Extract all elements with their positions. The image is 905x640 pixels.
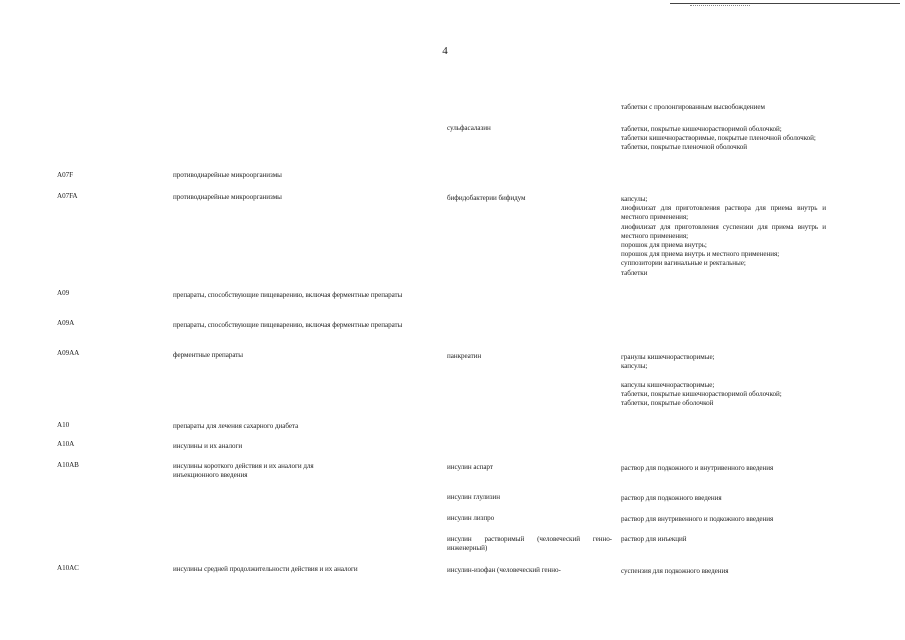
- page-number: 4: [442, 45, 448, 57]
- table-row-7-group: препараты для лечения сахарного диабета: [173, 422, 299, 430]
- table-row-3-drug: бифидобактерии бифидум: [447, 194, 526, 202]
- table-row-12-drug: инсулин растворимый (человеческий генно-инженерный): [447, 535, 612, 553]
- table-row-5-group: препараты, способствующие пищеварению, включая ферментные препараты: [173, 321, 403, 329]
- table-row-6-forms: гранулы кишечнорастворимые; капсулы; капсулы кишечнорастворимые; таблетки, покрытые кишечнорастворимой оболочкой; таблетки, покрытые оболочкой: [621, 353, 782, 408]
- table-row-3-code: A07FA: [57, 192, 78, 200]
- table-row-13-code: A10AC: [57, 564, 79, 572]
- table-row-10-forms: раствор для подкожного введения: [621, 494, 722, 502]
- page-top-rule: [670, 3, 900, 4]
- table-row-6-drug: панкреатин: [447, 352, 482, 360]
- table-row-1-forms: таблетки, покрытые кишечнорастворимой оболочкой; таблетки кишечнорастворимые, покрытые пленочной оболочкой; таблетки, покрытые пленочной оболочкой: [621, 125, 816, 152]
- table-row-9-group: инсулины короткого действия и их аналоги для инъекционного введения: [173, 462, 314, 480]
- table-row-9-code: A10AB: [57, 461, 79, 469]
- table-row-8-group: инсулины и их аналоги: [173, 442, 243, 450]
- table-row-5-code: A09A: [57, 319, 75, 327]
- table-row-6-code: A09AA: [57, 349, 80, 357]
- table-row-3-forms: капсулы; лиофилизат для приготовления раствора для приема внутрь и местного применения; лиофилизат для приготовления суспензии для приема внутрь и местного применения; порошок для приема внутрь; порошок для приема внутрь и местного применения; суппозитории вагинальные и ректальные; таблетки: [621, 195, 826, 277]
- table-row-7-code: A10: [57, 421, 70, 429]
- table-row-11-drug: инсулин лизпро: [447, 514, 495, 522]
- table-row-4-code: A09: [57, 289, 70, 297]
- table-row-9-drug: инсулин аспарт: [447, 463, 493, 471]
- table-row-2-group: противодиарейные микроорганизмы: [173, 171, 282, 179]
- table-row-8-code: A10A: [57, 440, 75, 448]
- table-row-13-forms: суспензия для подкожного введения: [621, 567, 729, 575]
- table-row-1-drug: сульфасалазин: [447, 124, 491, 132]
- table-row-13-group: инсулины средней продолжительности действия и их аналоги: [173, 565, 358, 573]
- table-row-11-forms: раствор для внутривенного и подкожного введения: [621, 515, 774, 523]
- table-row-9-forms: раствор для подкожного и внутривенного введения: [621, 464, 774, 472]
- table-row-2-code: A07F: [57, 171, 73, 179]
- table-row-10-drug: инсулин глулизин: [447, 493, 501, 501]
- table-row-13-drug: инсулин-изофан (человеческий генно-: [447, 566, 561, 574]
- table-row-12-forms: раствор для инъекций: [621, 535, 687, 543]
- table-row-6-group: ферментные препараты: [173, 351, 244, 359]
- table-row-3-group: противодиарейные микроорганизмы: [173, 193, 282, 201]
- page-top-dotted-rule: [690, 5, 750, 6]
- table-row-4-group: препараты, способствующие пищеварению, включая ферментные препараты: [173, 291, 403, 299]
- table-row-0-forms: таблетки с пролонгированным высвобождением: [621, 103, 765, 111]
